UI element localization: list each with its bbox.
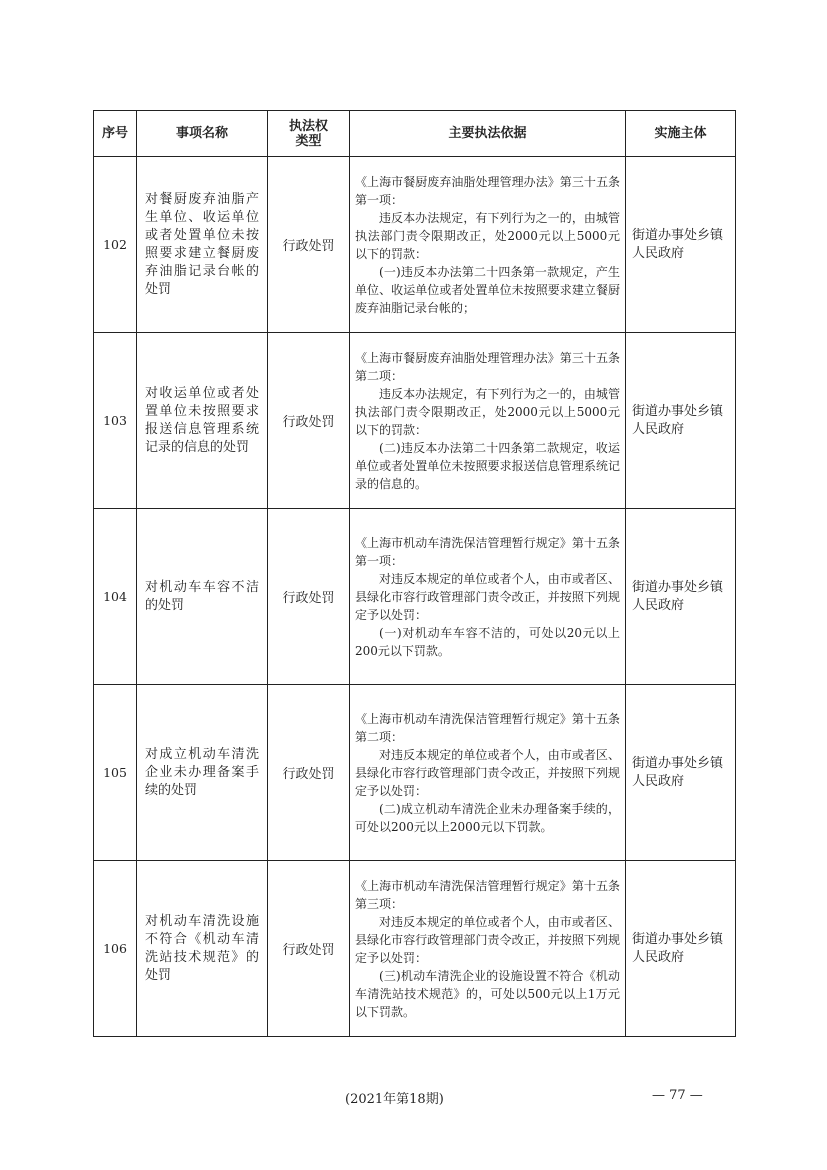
table-row — [94, 333, 736, 509]
table-row — [94, 861, 736, 1037]
row-type: 行政处罚 — [268, 685, 350, 861]
row-no: 106 — [94, 861, 137, 1037]
table-header-row — [94, 111, 736, 157]
basis-line: 《上海市机动车清洗保洁管理暂行规定》第十五条第三项： — [355, 878, 620, 911]
row-body: 街道办事处乡镇人民政府 — [626, 509, 736, 685]
header-body: 实施主体 — [626, 111, 736, 157]
page-number: — 77 — — [652, 1088, 703, 1103]
row-name: 对机动车清洗设施不符合《机动车清洗站技术规范》的处罚 — [137, 861, 268, 1037]
table-row — [94, 685, 736, 861]
basis-line: 《上海市机动车清洗保洁管理暂行规定》第十五条第二项： — [355, 711, 620, 744]
header-basis: 主要执法依据 — [350, 111, 626, 157]
basis-line: (三)机动车清洗企业的设施设置不符合《机动车清洗站技术规范》的，可处以500元以上1万元以下罚款。 — [355, 968, 620, 1019]
row-name: 对收运单位或者处置单位未按照要求报送信息管理系统记录的信息的处罚 — [137, 333, 268, 509]
basis-line: (二)违反本办法第二十四条第二款规定，收运单位或者处置单位未按照要求报送信息管理系统记录的信息的。 — [355, 440, 620, 491]
table-row — [94, 157, 736, 333]
row-body: 街道办事处乡镇人民政府 — [626, 333, 736, 509]
header-no: 序号 — [94, 111, 137, 157]
basis-line: 违反本办法规定，有下列行为之一的，由城管执法部门责令限期改正，处2000元以上5000元以下的罚款： — [355, 210, 620, 261]
header-type — [268, 111, 350, 157]
row-type: 行政处罚 — [268, 333, 350, 509]
row-basis — [350, 509, 626, 685]
row-basis — [350, 861, 626, 1037]
table-row — [94, 509, 736, 685]
row-no: 103 — [94, 333, 137, 509]
basis-line: 《上海市餐厨废弃油脂处理管理办法》第三十五条第二项： — [355, 350, 620, 383]
basis-line: 《上海市机动车清洗保洁管理暂行规定》第十五条第一项： — [355, 535, 620, 568]
basis-line: (一)违反本办法第二十四条第一款规定，产生单位、收运单位或者处置单位未按照要求建立餐厨废弃油脂记录台帐的； — [355, 264, 620, 315]
row-basis — [350, 157, 626, 333]
row-body: 街道办事处乡镇人民政府 — [626, 685, 736, 861]
row-type: 行政处罚 — [268, 157, 350, 333]
row-type: 行政处罚 — [268, 861, 350, 1037]
basis-line: 对违反本规定的单位或者个人，由市或者区、县绿化市容行政管理部门责令改正，并按照下列规定予以处罚： — [355, 571, 620, 622]
row-body: 街道办事处乡镇人民政府 — [626, 861, 736, 1037]
row-name: 对餐厨废弃油脂产生单位、收运单位或者处置单位未按照要求建立餐厨废弃油脂记录台帐的处罚 — [137, 157, 268, 333]
header-type-label: 执法权类型 — [288, 118, 328, 149]
row-type: 行政处罚 — [268, 509, 350, 685]
row-no: 104 — [94, 509, 137, 685]
row-no: 105 — [94, 685, 137, 861]
row-no: 102 — [94, 157, 137, 333]
basis-line: 对违反本规定的单位或者个人，由市或者区、县绿化市容行政管理部门责令改正，并按照下列规定予以处罚： — [355, 914, 620, 965]
issue-label: (2021年第18期) — [345, 1092, 444, 1107]
basis-line: 《上海市餐厨废弃油脂处理管理办法》第三十五条第一项： — [355, 174, 620, 207]
basis-line: 对违反本规定的单位或者个人，由市或者区、县绿化市容行政管理部门责令改正，并按照下列规定予以处罚： — [355, 747, 620, 798]
enforcement-table — [93, 110, 736, 1037]
basis-line: (一)对机动车车容不洁的，可处以20元以上200元以下罚款。 — [355, 625, 620, 658]
row-basis — [350, 685, 626, 861]
row-name: 对机动车车容不洁的处罚 — [137, 509, 268, 685]
basis-line: (二)成立机动车清洗企业未办理备案手续的，可处以200元以上2000元以下罚款。 — [355, 801, 620, 834]
row-name: 对成立机动车清洗企业未办理备案手续的处罚 — [137, 685, 268, 861]
basis-line: 违反本办法规定，有下列行为之一的，由城管执法部门责令限期改正，处2000元以上5000元以下的罚款： — [355, 386, 620, 437]
header-name: 事项名称 — [137, 111, 268, 157]
row-basis — [350, 333, 626, 509]
row-body: 街道办事处乡镇人民政府 — [626, 157, 736, 333]
